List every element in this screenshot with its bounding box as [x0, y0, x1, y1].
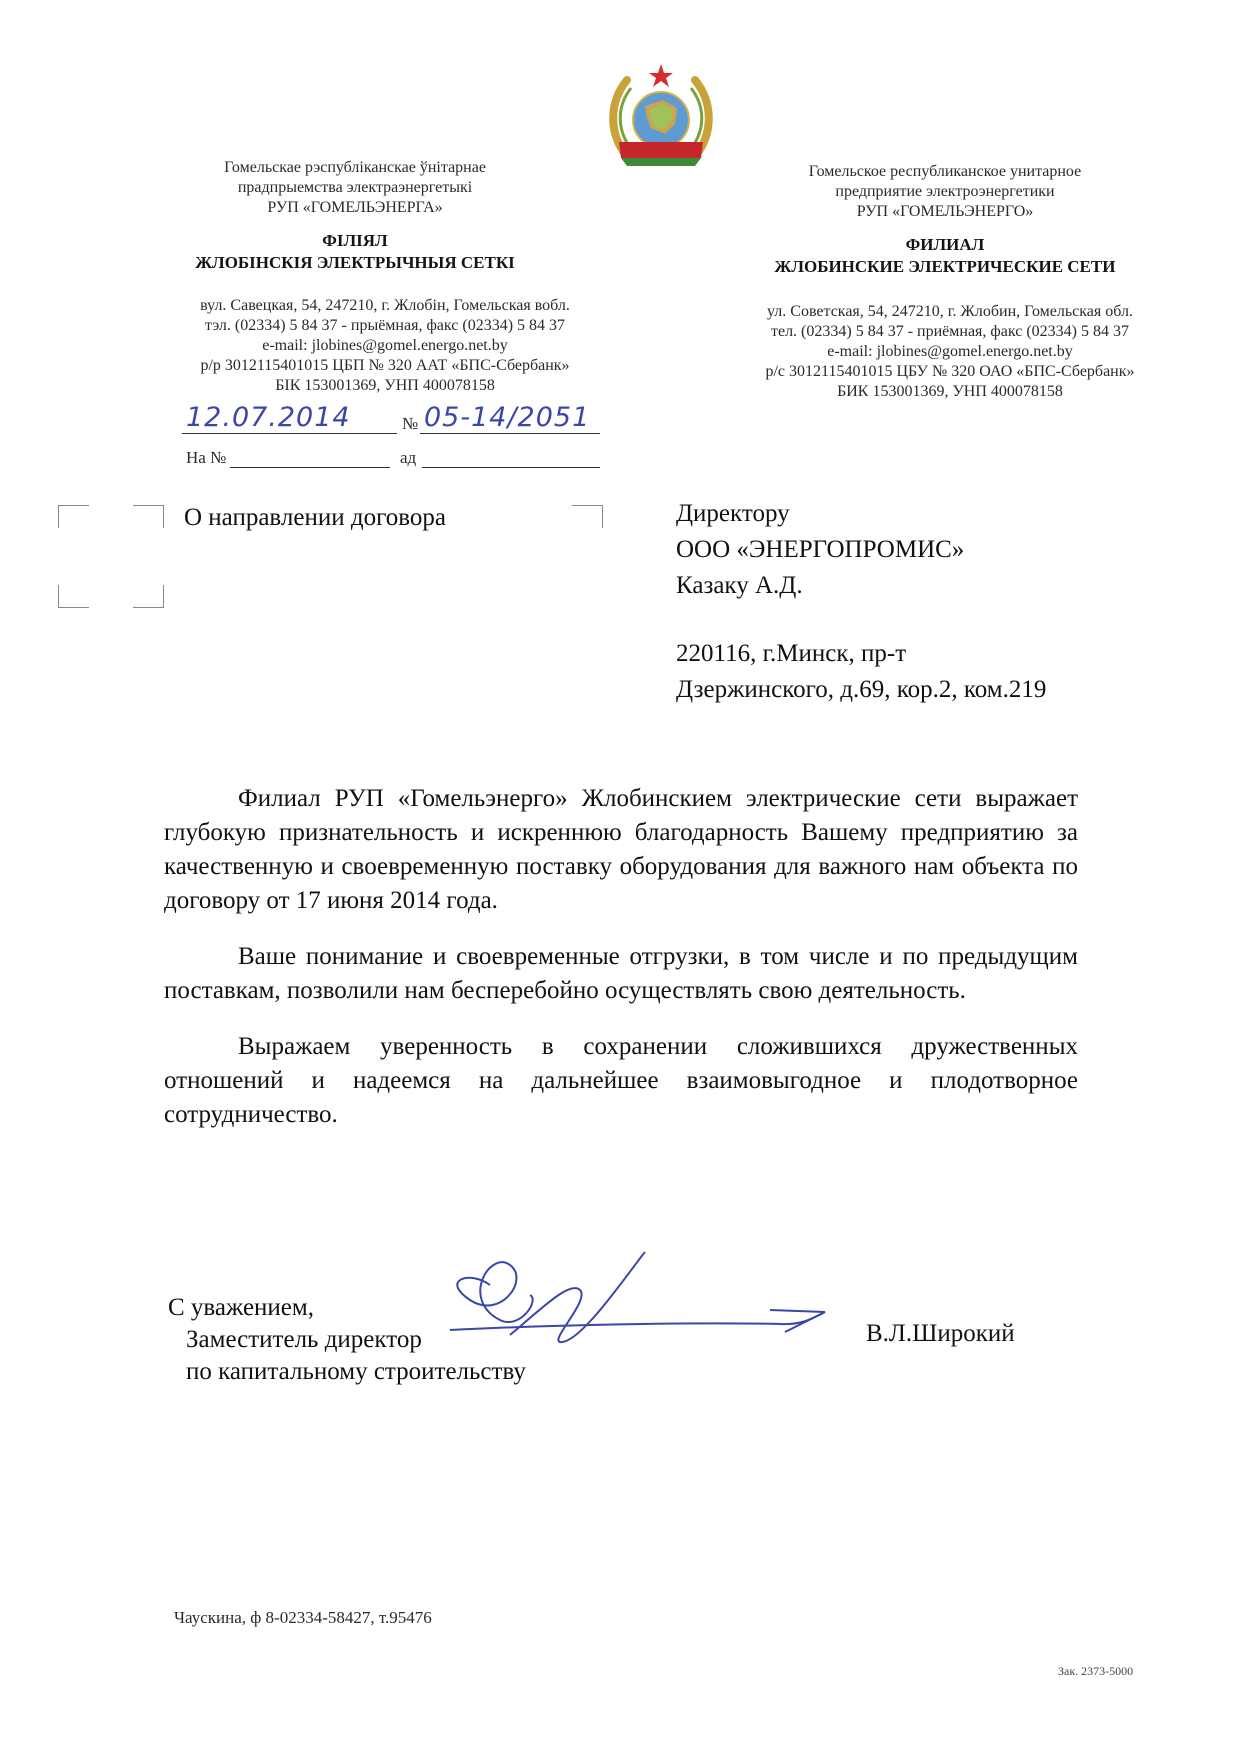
address-block-ru	[735, 302, 1165, 402]
belarus-state-emblem-icon	[605, 62, 717, 174]
branch-by-line2: ЖЛОБІНСКІЯ ЭЛЕКТРЫЧНЫЯ СЕТКІ	[195, 253, 515, 272]
print-order-number: Зак. 2373-5000	[1058, 1664, 1134, 1678]
org-name-ru-line1: Гомельское республиканское унитарное	[808, 163, 1082, 180]
state-emblem	[605, 62, 717, 174]
org-name-ru-line2: предприятие электроэнергетики	[835, 183, 1055, 200]
org-name-by-line2: прадпрыемства электраэнергетыкі	[237, 179, 473, 196]
reference-date-line	[422, 466, 600, 468]
subject-bracket-br	[133, 585, 164, 608]
subject-line: О направлении договора	[184, 504, 446, 531]
reference-number-line	[230, 466, 390, 468]
org-name-by-line3: РУП «ГОМЕЛЬЭНЕРГА»	[267, 199, 443, 216]
reference-date-prefix: ад	[400, 448, 417, 467]
reference-number-prefix: На №	[186, 448, 227, 467]
addressee-address-line1: 220116, г.Минск, пр-т	[676, 640, 907, 667]
branch-name-ru	[730, 234, 1160, 278]
letter-body	[164, 782, 1078, 1132]
org-name-by-line1: Гомельскае рэспубліканскае ўнітарнае	[224, 159, 486, 176]
branch-by-line1: ФІЛІЯЛ	[322, 231, 388, 250]
address-ru-line3: e-mail: jlobines@gomel.energo.net.by	[827, 343, 1073, 360]
address-ru-line2: тел. (02334) 5 84 37 - приёмная, факс (02334) 5 84 37	[770, 323, 1130, 340]
signer-position-line1: Заместитель директор	[186, 1326, 422, 1353]
addressee-address-line2: Дзержинского, д.69, кор.2, ком.219	[676, 676, 1047, 703]
handwritten-signature	[430, 1240, 870, 1370]
address-by-line1: вул. Савецкая, 54, 247210, г. Жлобін, Гомельская вобл.	[200, 297, 570, 314]
registration-number: 05-14/2051	[424, 402, 591, 433]
body-paragraph-3: Выражаем уверенность в сохранении сложившихся дружественных отношений и надеемся на дальнейшее взаимовыгодное и плодотворное сотрудничество.	[164, 1033, 1078, 1128]
subject-bracket-bl	[58, 585, 89, 608]
addressee-company: ООО «ЭНЕРГОПРОМИС»	[676, 536, 965, 563]
subject-bracket-tr	[133, 505, 164, 528]
header-right	[735, 162, 1155, 222]
address-by-line5: БІК 153001369, УНП 400078158	[275, 377, 495, 394]
subject-bracket-tl	[58, 505, 89, 528]
address-ru-line5: БИК 153001369, УНП 400078158	[837, 383, 1063, 400]
header-left	[160, 158, 550, 218]
address-by-line4: р/р 3012115401015 ЦБП № 320 ААТ «БПС-Сбербанк»	[200, 357, 570, 374]
address-block-by	[160, 296, 610, 396]
closing-phrase: С уважением,	[168, 1294, 314, 1321]
addressee-block	[676, 496, 1196, 708]
registration-date: 12.07.2014	[186, 402, 351, 433]
body-paragraph-2: Ваше понимание и своевременные отгрузки, в том числе и по предыдущим поставкам, позволили нам бесперебойно осуществлять свою деятельность.	[164, 943, 1078, 1004]
executor-contact: Чаускина, ф 8-02334-58427, т.95476	[174, 1608, 432, 1627]
address-ru-line4: р/с 3012115401015 ЦБУ № 320 ОАО «БПС-Сбербанк»	[765, 363, 1135, 380]
signer-name: В.Л.Широкий	[866, 1320, 1015, 1347]
address-ru-line1: ул. Советская, 54, 247210, г. Жлобин, Гомельская обл.	[766, 303, 1133, 320]
subject-bracket-right	[572, 505, 603, 528]
branch-ru-line2: ЖЛОБИНСКИЕ ЭЛЕКТРИЧЕСКИЕ СЕТИ	[774, 257, 1116, 276]
signer-position-line2: по капитальному строительству	[186, 1358, 526, 1385]
addressee-position: Директору	[676, 500, 790, 527]
registration-number-prefix: №	[402, 414, 419, 433]
org-name-ru-line3: РУП «ГОМЕЛЬЭНЕРГО»	[856, 203, 1034, 220]
address-by-line3: e-mail: jlobines@gomel.energo.net.by	[262, 337, 508, 354]
branch-name-by	[160, 230, 550, 274]
address-by-line2: тэл. (02334) 5 84 37 - прыёмная, факс (02334) 5 84 37	[204, 317, 566, 334]
body-paragraph-1: Филиал РУП «Гомельэнерго» Жлобинскием электрические сети выражает глубокую признательность и искреннюю благодарность Вашему предприятию за качественную и своевременную поставку оборудования для важного нам объекта по договору от 17 июня 2014 года.	[164, 785, 1078, 914]
addressee-name: Казаку А.Д.	[676, 572, 803, 599]
branch-ru-line1: ФИЛИАЛ	[905, 235, 985, 254]
